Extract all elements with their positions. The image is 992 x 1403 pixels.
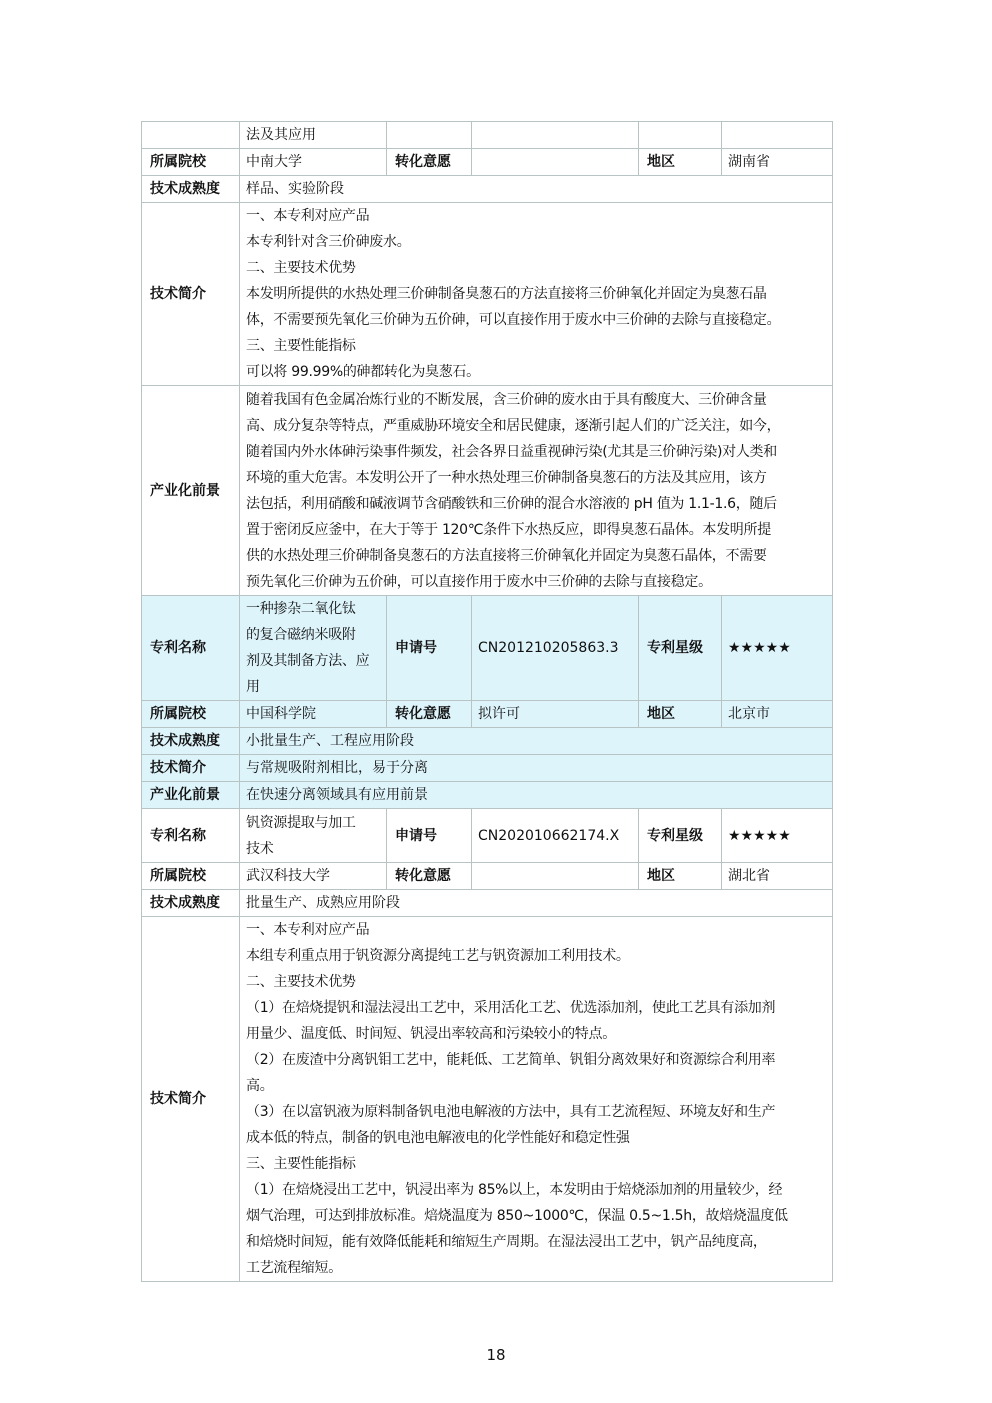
region-label: 地区 — [639, 701, 722, 728]
willingness-label: 转化意愿 — [387, 149, 472, 176]
patent-name-value: 一种掺杂二氧化钛 的复合磁纳米吸附 剂及其制备方法、应 用 — [240, 596, 387, 701]
intro-label: 技术简介 — [142, 203, 240, 386]
star-label: 专利星级 — [639, 809, 722, 863]
maturity-label: 技术成熟度 — [142, 890, 240, 917]
region-label: 地区 — [639, 863, 722, 890]
willingness-value — [472, 863, 639, 890]
intro-text: 一、本专利对应产品 本组专利重点用于钒资源分离提纯工艺与钒资源加工利用技术。 二、主要技术优势 （1）在焙烧提钒和湿法浸出工艺中，采用活化工艺、优选添加剂，使此工艺具有添加剂 用量少、温度低、时间短、钒浸出率较高和污染较小的特点。 （2）在废渣中分离钒钼工艺中，能耗低、工艺简单、钒钼分离效果好和资源综合利用率 高。 （3）在以富钒液为原料制备钒电池电解液的方法中，具有工艺流程短、环境友好和生产 成本低的特点，制备的钒电池电解液电的化学性能好和稳定性强 三、主要性能指标 （1）在焙烧浸出工艺中，钒浸出率为 85%以上，本发明由于焙烧添加剂的用量较少，经 烟气治理，可达到排放标准。焙烧温度为 850~1000℃，保温 0.5~1.5h，故焙烧温度低 和焙烧时间短，能有效降低能耗和缩短生产周期。在湿法浸出工艺中，钒产品纯度高， 工艺流程缩短。 — [240, 917, 833, 1282]
table-row — [142, 203, 833, 386]
region-value: 湖北省 — [722, 863, 833, 890]
maturity-label: 技术成熟度 — [142, 728, 240, 755]
maturity-value: 批量生产、成熟应用阶段 — [240, 890, 833, 917]
region-label: 地区 — [639, 149, 722, 176]
table-row — [142, 728, 833, 755]
intro-text: 一、本专利对应产品 本专利针对含三价砷废水。 二、主要技术优势 本发明所提供的水热处理三价砷制备臭葱石的方法直接将三价砷氧化并固定为臭葱石晶 体，不需要预先氧化三价砷为五价砷，可以直接作用于废水中三价砷的去除与直接稳定。 三、主要性能指标 可以将 99.99%的砷都转化为臭葱石。 — [240, 203, 833, 386]
school-label: 所属院校 — [142, 863, 240, 890]
table-row — [142, 596, 833, 701]
table-row — [142, 917, 833, 1282]
school-label: 所属院校 — [142, 701, 240, 728]
table-row — [142, 149, 833, 176]
table-row — [142, 176, 833, 203]
school-value: 中国科学院 — [240, 701, 387, 728]
prospect-text: 在快速分离领域具有应用前景 — [240, 782, 833, 809]
patent-name-label: 专利名称 — [142, 809, 240, 863]
prospect-label: 产业化前景 — [142, 386, 240, 596]
star-rating: ★★★★★ — [722, 809, 833, 863]
patent-name-label: 专利名称 — [142, 596, 240, 701]
school-value: 武汉科技大学 — [240, 863, 387, 890]
app-no-label: 申请号 — [387, 596, 472, 701]
patent-name-value: 钒资源提取与加工 技术 — [240, 809, 387, 863]
region-value: 湖南省 — [722, 149, 833, 176]
willingness-value: 拟许可 — [472, 701, 639, 728]
table-row — [142, 755, 833, 782]
intro-label: 技术简介 — [142, 917, 240, 1282]
table-row — [142, 863, 833, 890]
table-row — [142, 701, 833, 728]
star-label: 专利星级 — [639, 596, 722, 701]
intro-text: 与常规吸附剂相比，易于分离 — [240, 755, 833, 782]
maturity-value: 样品、实验阶段 — [240, 176, 833, 203]
school-label: 所属院校 — [142, 149, 240, 176]
school-value: 中南大学 — [240, 149, 387, 176]
table-row — [142, 809, 833, 863]
intro-label: 技术简介 — [142, 755, 240, 782]
table-row — [142, 782, 833, 809]
table-row — [142, 122, 833, 149]
page-number: 18 — [486, 1346, 506, 1364]
maturity-value: 小批量生产、工程应用阶段 — [240, 728, 833, 755]
maturity-label: 技术成熟度 — [142, 176, 240, 203]
prospect-label: 产业化前景 — [142, 782, 240, 809]
patent-name-tail: 法及其应用 — [240, 122, 387, 149]
willingness-label: 转化意愿 — [387, 701, 472, 728]
table-row — [142, 386, 833, 596]
region-value: 北京市 — [722, 701, 833, 728]
app-no-value: CN202010662174.X — [472, 809, 639, 863]
table-row — [142, 890, 833, 917]
app-no-value: CN201210205863.3 — [472, 596, 639, 701]
patent-table — [141, 121, 833, 1282]
willingness-label: 转化意愿 — [387, 863, 472, 890]
prospect-text: 随着我国有色金属冶炼行业的不断发展，含三价砷的废水由于具有酸度大、三价砷含量 高、成分复杂等特点，严重威胁环境安全和居民健康，逐渐引起人们的广泛关注，如今， 随着国内外水体砷污染事件频发，社会各界日益重视砷污染(尤其是三价砷污染)对人类和 环境的重大危害。本发明公开了一种水热处理三价砷制备臭葱石的方法及其应用，该方 法包括，利用硝酸和碱液调节含硝酸铁和三价砷的混合水溶液的 pH 值为 1.1-1.6，随后 置于密闭反应釜中，在大于等于 120℃条件下水热反应，即得臭葱石晶体。本发明所提 供的水热处理三价砷制备臭葱石的方法直接将三价砷氧化并固定为臭葱石晶体，不需要 预先氧化三价砷为五价砷，可以直接作用于废水中三价砷的去除与直接稳定。 — [240, 386, 833, 596]
star-rating: ★★★★★ — [722, 596, 833, 701]
willingness-value — [472, 149, 639, 176]
app-no-label: 申请号 — [387, 809, 472, 863]
